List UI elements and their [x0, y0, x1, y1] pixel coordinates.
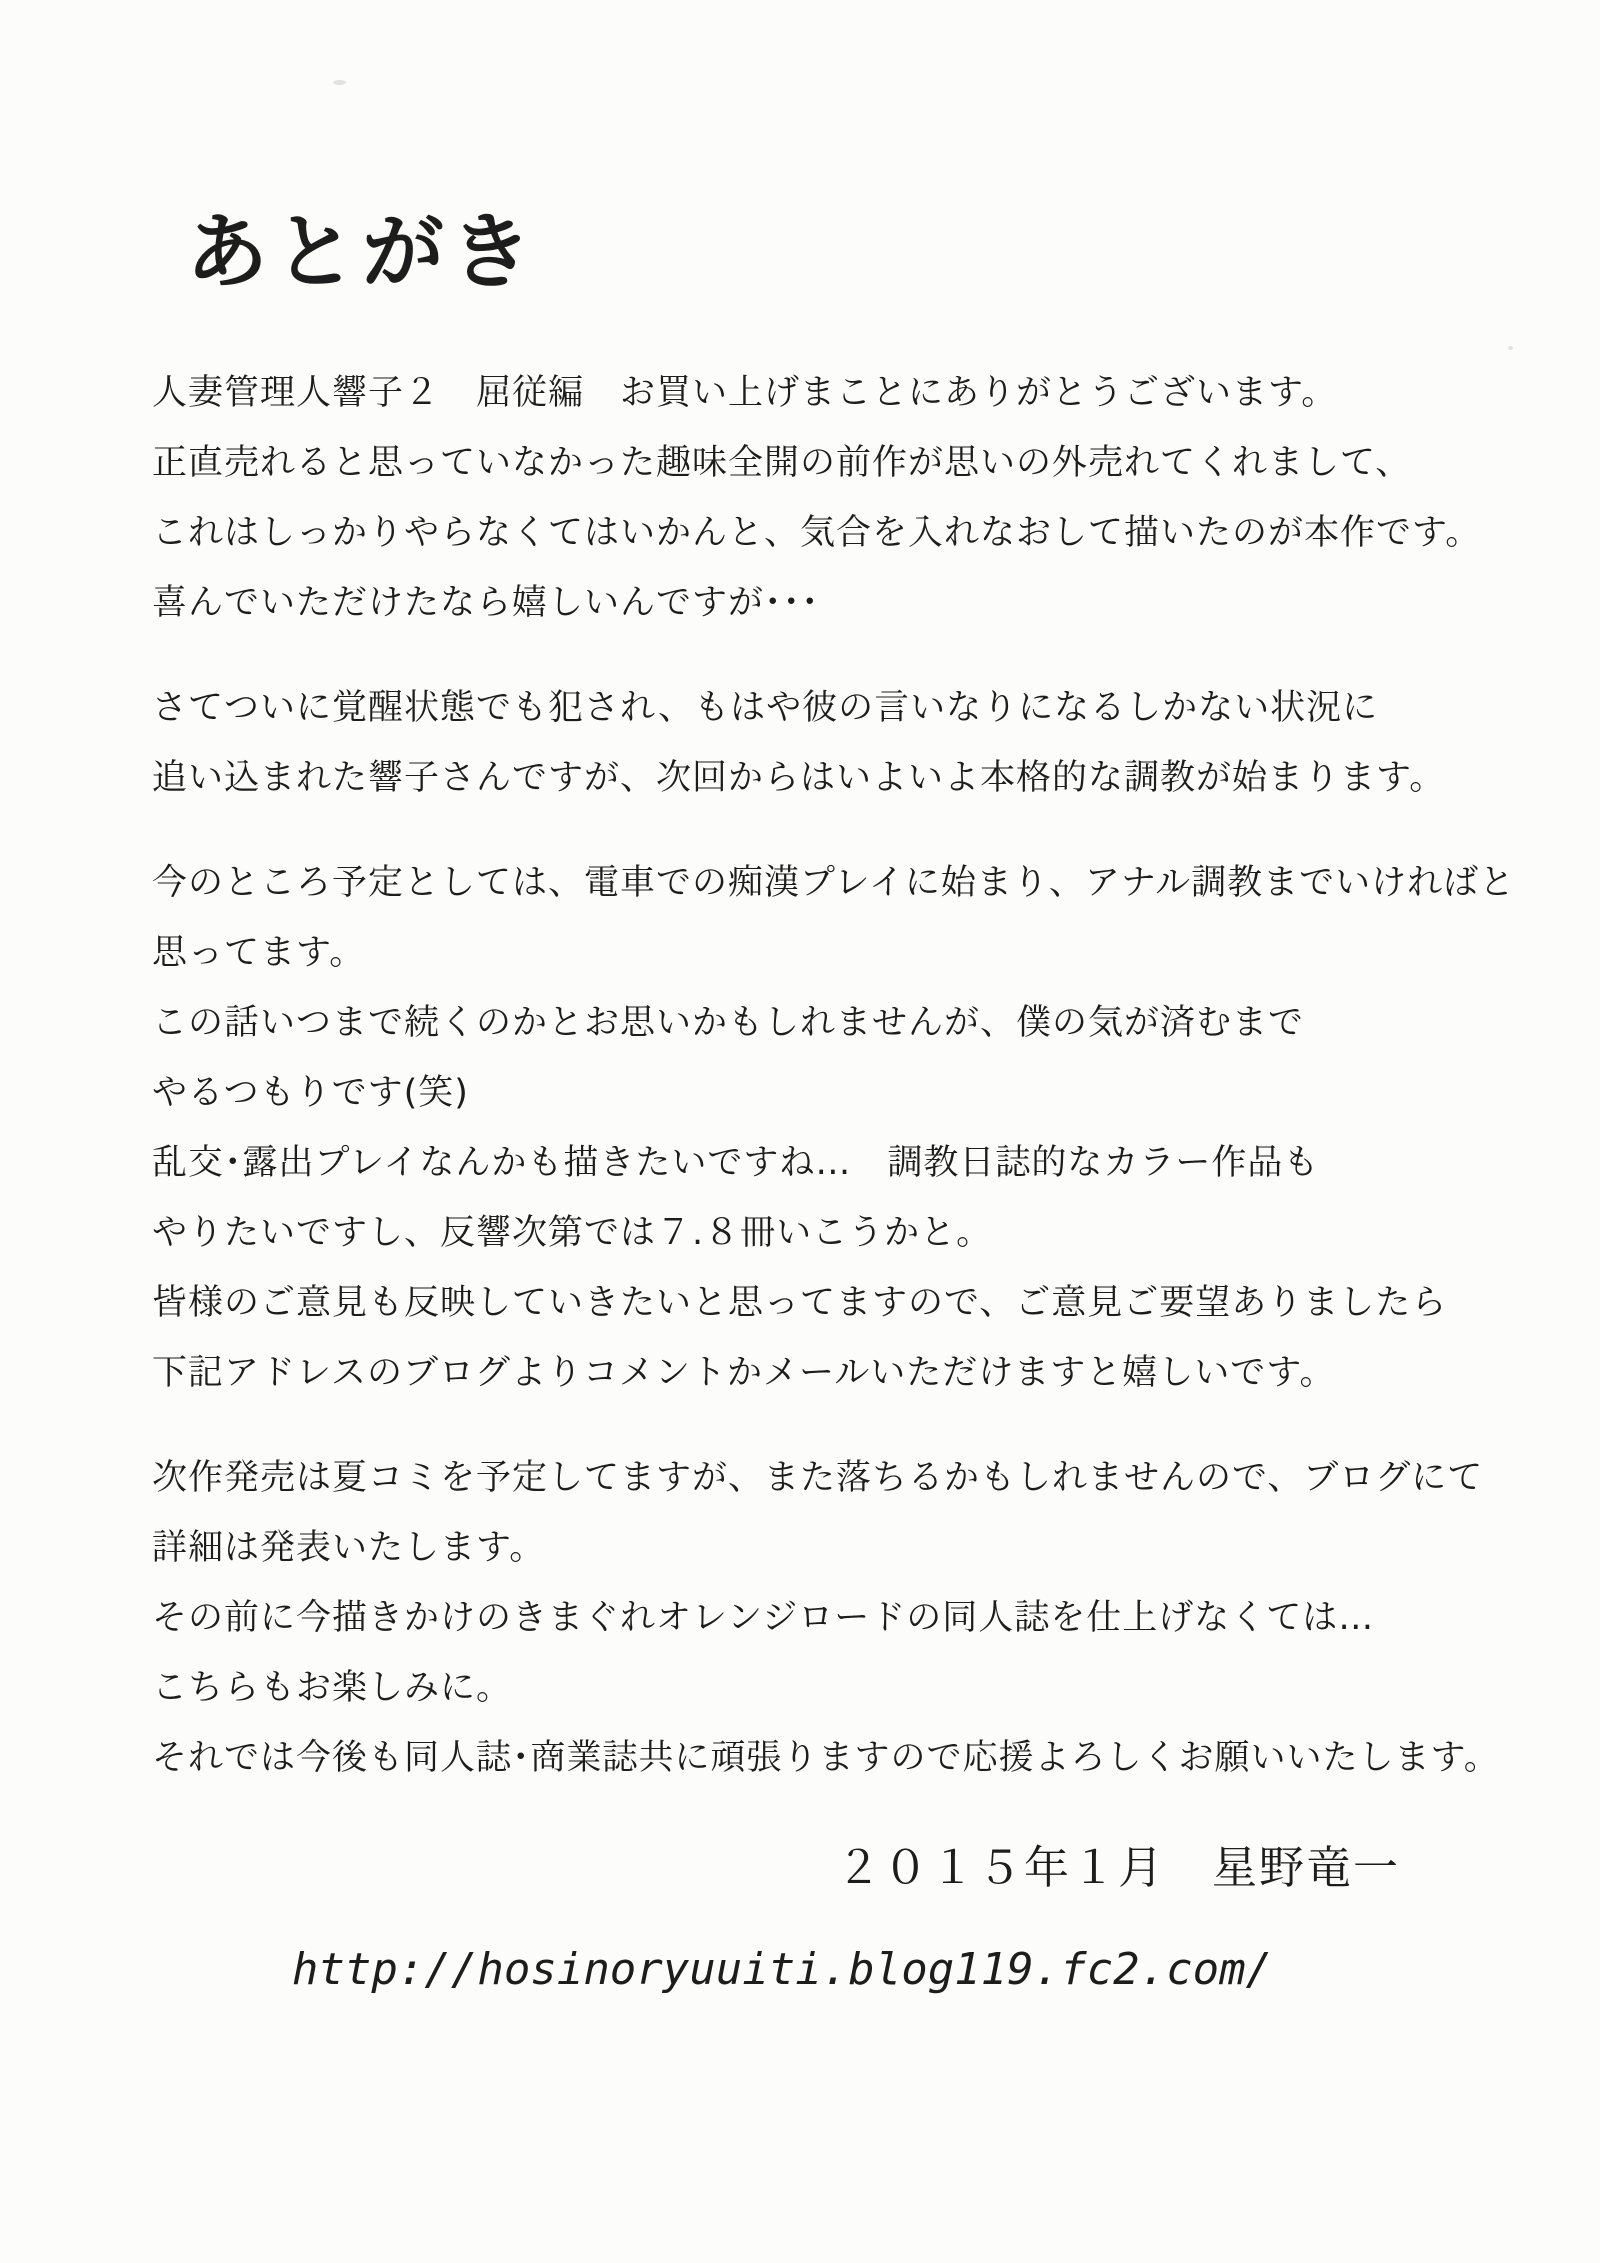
text-line: こちらもお楽しみに。: [152, 1668, 513, 1708]
text-line: やりたいですし、反響次第では７.８冊いこうかと。: [152, 1213, 993, 1253]
paragraph: [152, 1440, 1500, 1790]
text-line: この話いつまで続くのかとお思いかもしれませんが、僕の気が済むまで: [152, 1003, 1305, 1043]
text-line: 今のところ予定としては、電車での痴漢プレイに始まり、アナル調教までいければと: [152, 863, 1516, 903]
text-line: 詳細は発表いたします。: [152, 1528, 546, 1568]
text-line: 皆様のご意見も反映していきたいと思ってますので、ご意見ご要望ありましたら: [152, 1283, 1448, 1323]
paragraph: [152, 845, 1516, 1405]
scan-artifact: [1508, 346, 1513, 350]
paragraph: [152, 355, 1490, 635]
blog-url: http://hosinoryuuiti.blog119.fc2.com/: [291, 1944, 1273, 1995]
paragraph: [152, 670, 1490, 810]
scan-artifact: [333, 80, 346, 85]
text-line: 思ってます。: [152, 933, 366, 973]
afterword-body: [152, 355, 1516, 1790]
text-line: さてついに覚醒状態でも犯され、もはや彼の言いなりになるしかない状況に: [152, 688, 1379, 728]
text-line: 正直売れると思っていなかった趣味全開の前作が思いの外売れてくれまして、: [152, 443, 1412, 483]
text-line: これはしっかりやらなくてはいかんと、気合を入れなおして描いたのが本作です。: [152, 513, 1482, 553]
text-line: 乱交･露出プレイなんかも描きたいですね… 調教日誌的なカラー作品も: [152, 1143, 1320, 1183]
text-line: 人妻管理人響子２ 屈従編 お買い上げまことにありがとうございます。: [152, 373, 1338, 413]
text-line: その前に今描きかけのきまぐれオレンジロードの同人誌を仕上げなくては…: [152, 1598, 1375, 1638]
text-line: それでは今後も同人誌･商業誌共に頑張りますので応援よろしくお願いいたします。: [152, 1738, 1500, 1778]
text-line: 下記アドレスのブログよりコメントかメールいただけますと嬉しいです。: [152, 1353, 1336, 1393]
text-line: やるつもりです(笑): [152, 1073, 469, 1113]
author-signature: ２０１５年１月 星野竜一: [835, 1840, 1400, 1894]
text-line: 次作発売は夏コミを予定してますが、また落ちるかもしれませんので、ブログにて: [152, 1458, 1484, 1498]
page-title: あとがき: [186, 203, 539, 300]
text-line: 追い込まれた響子さんですが、次回からはいよいよ本格的な調教が始まります。: [152, 758, 1446, 798]
text-line: 喜んでいただけたなら嬉しいんですが･･･: [152, 583, 820, 623]
